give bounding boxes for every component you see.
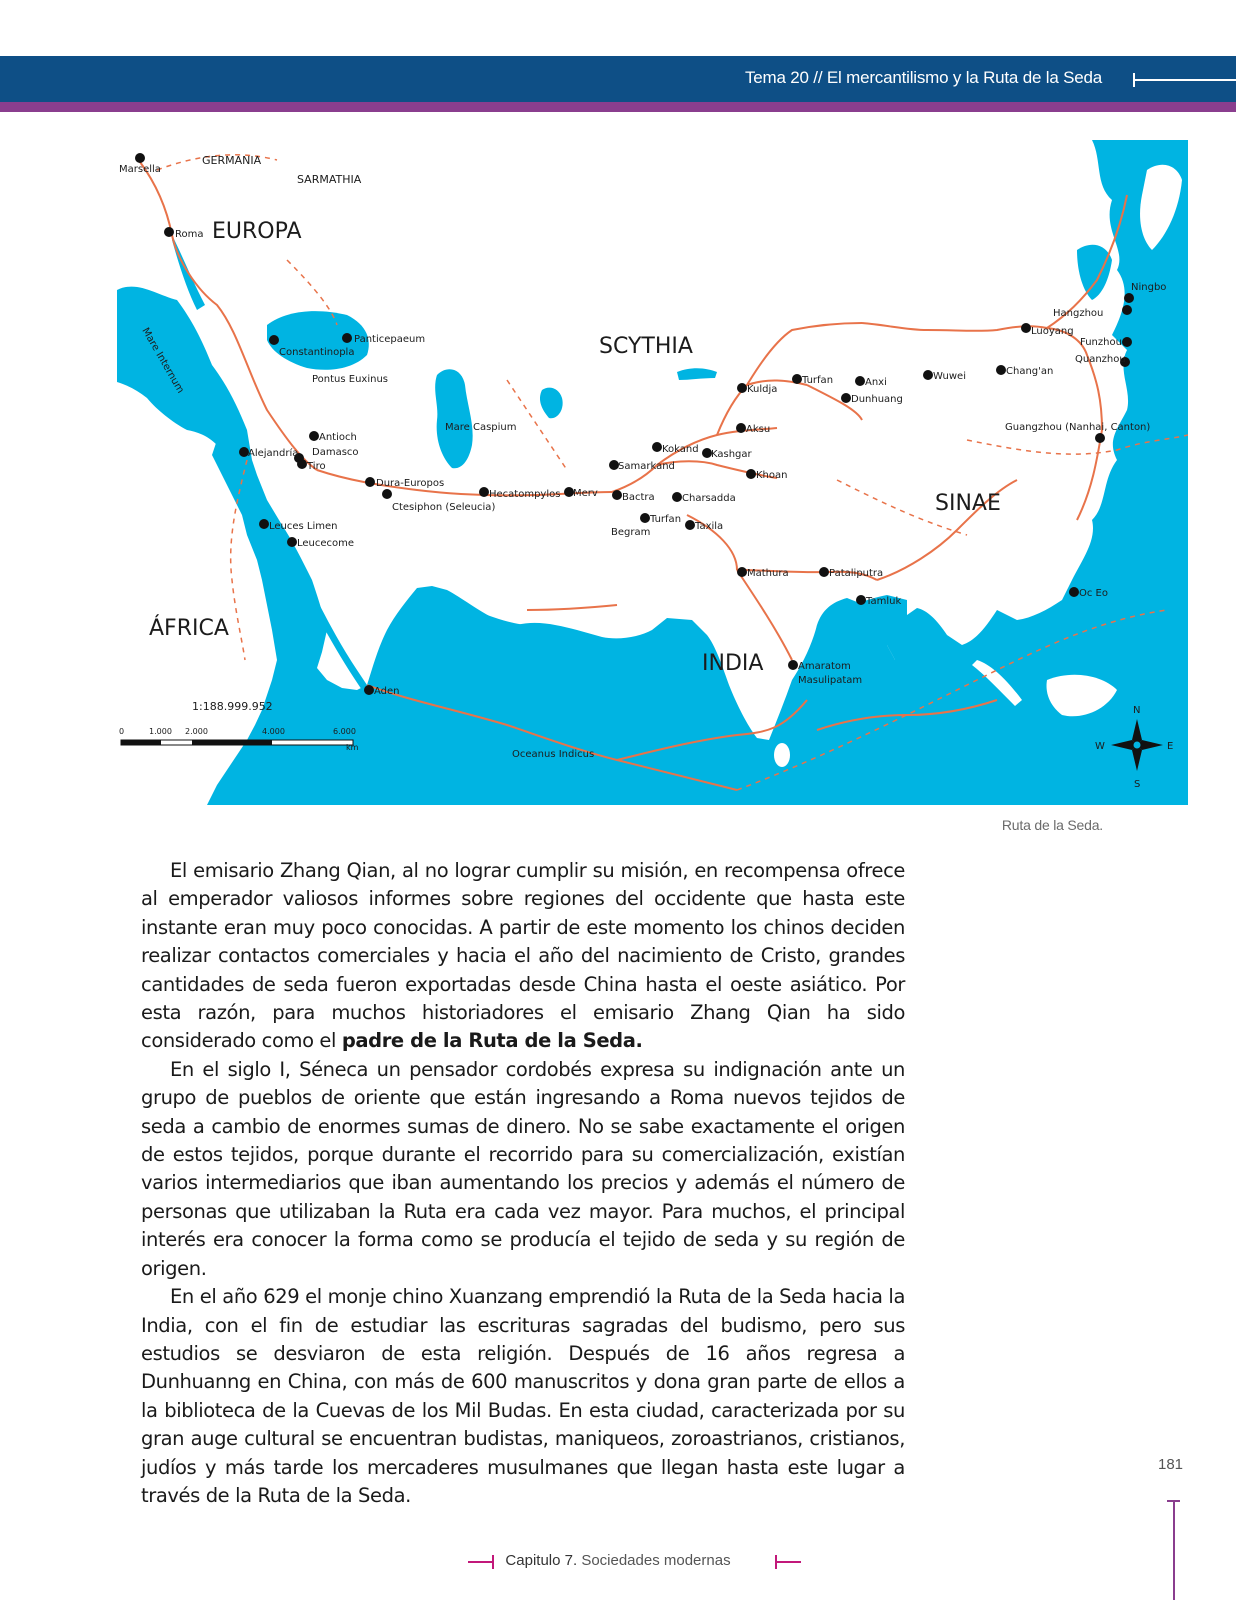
city-label: Ningbo bbox=[1131, 282, 1167, 293]
page-number: 181 bbox=[1158, 1456, 1184, 1473]
city-label: Turfan bbox=[650, 514, 682, 525]
map-scale-tick-2: 2.000 bbox=[185, 727, 208, 736]
map-svg bbox=[117, 140, 1188, 805]
city-label: Taxila bbox=[695, 521, 724, 532]
city-label: Marsella bbox=[119, 164, 161, 175]
city-label: Aksu bbox=[746, 424, 771, 435]
header-stripe bbox=[0, 102, 1236, 112]
footer-right-rule bbox=[775, 1561, 801, 1563]
region-sinae: SINAE bbox=[935, 491, 1001, 516]
sea-oceanus-indicus: Oceanus Indicus bbox=[512, 749, 595, 760]
compass-s: S bbox=[1134, 779, 1141, 790]
city-label: Chang'an bbox=[1006, 366, 1054, 377]
region-europa: EUROPA bbox=[212, 219, 302, 244]
city-label: Kokand bbox=[662, 444, 699, 455]
region-africa: ÁFRICA bbox=[149, 616, 229, 641]
city-label: Tiro bbox=[307, 461, 326, 472]
paragraph-1-text: El emisario Zhang Qian, al no lograr cumplir su misión, en recompensa ofrece al emperador valiosos informes sobre regiones del occidente que hasta este instante eran muy poco conocidas. A partir de este momento los chinos deciden realizar contactos comerciales y hacia el año del nacimiento de Cristo, grandes cantidades de seda fueron exportadas desde China hasta el oeste asiático. Por esta razón, para muchos historiadores el emisario Zhang Qian ha sido considerado como el bbox=[141, 859, 905, 1053]
city-label: Masulipatam bbox=[798, 675, 863, 686]
sea-pontus-euxinus: Pontus Euxinus bbox=[312, 374, 389, 385]
city-label: Oc Eo bbox=[1079, 588, 1108, 599]
city-label: Mathura bbox=[747, 568, 789, 579]
city-label: Constantinopla bbox=[279, 347, 355, 358]
city-label: Roma bbox=[175, 229, 204, 240]
sea-mare-caspium: Mare Caspium bbox=[445, 422, 517, 433]
map-scale-unit: km bbox=[346, 743, 359, 752]
map-scale-ratio: 1:188.999.952 bbox=[192, 700, 273, 713]
compass-w: W bbox=[1095, 741, 1105, 752]
city-label: Dura-Europos bbox=[376, 478, 445, 489]
city-label: Aden bbox=[374, 686, 400, 697]
region-sarmathia: SARMATHIA bbox=[297, 173, 362, 186]
compass-e: E bbox=[1167, 741, 1174, 752]
sea-mare-internum: Mare Internum bbox=[139, 326, 186, 396]
body-text bbox=[141, 857, 905, 1510]
footer bbox=[0, 1552, 1236, 1569]
paragraph-3: En el año 629 el monje chino Xuanzang emprendió la Ruta de la Seda hacia la India, con el fin de estudiar las escrituras sagradas del budismo, pero sus estudios se desviaron de esta religión. Después de 16 años regresa a Dunhuanng en China, con más de 600 manuscritos y dona gran parte de ellos a la biblioteca de la Cuevas de los Mil Budas. En esta ciudad, caracterizada por su gran auge cultural se encuentran budistas, maniqueos, zoroastrianos, cristianos, judíos y más tarde los mercaderes musulmanes que llegan hasta este lugar a través de la Ruta de la Seda. bbox=[141, 1285, 905, 1507]
region-scythia: SCYTHIA bbox=[599, 334, 693, 359]
map-sri-lanka bbox=[774, 743, 790, 767]
compass-n: N bbox=[1133, 705, 1141, 716]
city-label: Ctesiphon (Seleucia) bbox=[392, 502, 496, 513]
city-label: Begram bbox=[611, 527, 651, 538]
header-rule bbox=[1133, 79, 1236, 81]
city-label: Damasco bbox=[312, 447, 359, 458]
map-scale-tick-4: 6.000 bbox=[333, 727, 356, 736]
city-label: Leuces Limen bbox=[269, 521, 338, 532]
city-label: Antioch bbox=[319, 432, 357, 443]
city-label: Khoan bbox=[756, 470, 788, 481]
paragraph-1 bbox=[141, 857, 905, 1056]
city-label: Tamluk bbox=[866, 596, 902, 607]
city-label: Luoyang bbox=[1031, 326, 1074, 337]
paragraph-1-bold: padre de la Ruta de la Seda. bbox=[341, 1029, 643, 1053]
footer-chapter: Capitulo 7. bbox=[505, 1552, 578, 1569]
city-label: Quanzhou bbox=[1075, 354, 1126, 365]
city-label: Wuwei bbox=[933, 371, 966, 382]
city-label: Samarkand bbox=[618, 461, 675, 472]
city-label: Funzhou bbox=[1080, 337, 1122, 348]
city-label: Bactra bbox=[622, 492, 655, 503]
right-rule bbox=[1173, 1500, 1175, 1600]
figure-caption: Ruta de la Seda. bbox=[1001, 817, 1103, 833]
city-label: Alejandría bbox=[248, 448, 299, 459]
map-scale-tick-0: 0 bbox=[119, 727, 125, 736]
city-label: Turfan bbox=[802, 375, 834, 386]
footer-title: Sociedades modernas bbox=[581, 1552, 731, 1569]
city-label: Anxi bbox=[865, 377, 887, 388]
city-label: Amaratom bbox=[798, 661, 851, 672]
city-label: Dunhuang bbox=[851, 394, 903, 405]
city-label: Panticepaeum bbox=[354, 334, 426, 345]
region-germania: GERMANIA bbox=[202, 154, 262, 167]
header-title: Tema 20 // El mercantilismo y la Ruta de la Seda bbox=[744, 68, 1102, 87]
city-label: Hangzhou bbox=[1053, 308, 1104, 319]
city-label: Guangzhou (Nanhai, Canton) bbox=[1005, 422, 1151, 433]
region-india: INDIA bbox=[702, 651, 764, 676]
city-label: Pataliputra bbox=[829, 568, 884, 579]
silk-road-map bbox=[117, 140, 1188, 805]
city-label: Hecatompylos bbox=[489, 489, 561, 500]
city-label: Kashgar bbox=[711, 449, 752, 460]
paragraph-2: En el siglo I, Séneca un pensador cordobés expresa su indignación ante un grupo de pueblos de oriente que están ingresando a Roma nuevos tejidos de seda a cambio de enormes sumas de dinero. No se sabe exactamente el origen de estos tejidos, porque durante el recorrido para su comercialización, existían varios intermediarios que iban aumentando los precios y además el número de personas que utilizaban la Ruta era cada vez mayor. Para muchos, el principal interés era conocer la forma como se producía el tejido de seda y su región de origen. bbox=[141, 1057, 905, 1280]
map-scale-tick-3: 4.000 bbox=[262, 727, 285, 736]
city-label: Kuldja bbox=[747, 384, 778, 395]
city-label: Merv bbox=[573, 488, 598, 499]
city-label: Charsadda bbox=[682, 493, 736, 504]
map-scale-tick-1: 1.000 bbox=[149, 727, 172, 736]
city-label: Leucecome bbox=[297, 538, 355, 549]
